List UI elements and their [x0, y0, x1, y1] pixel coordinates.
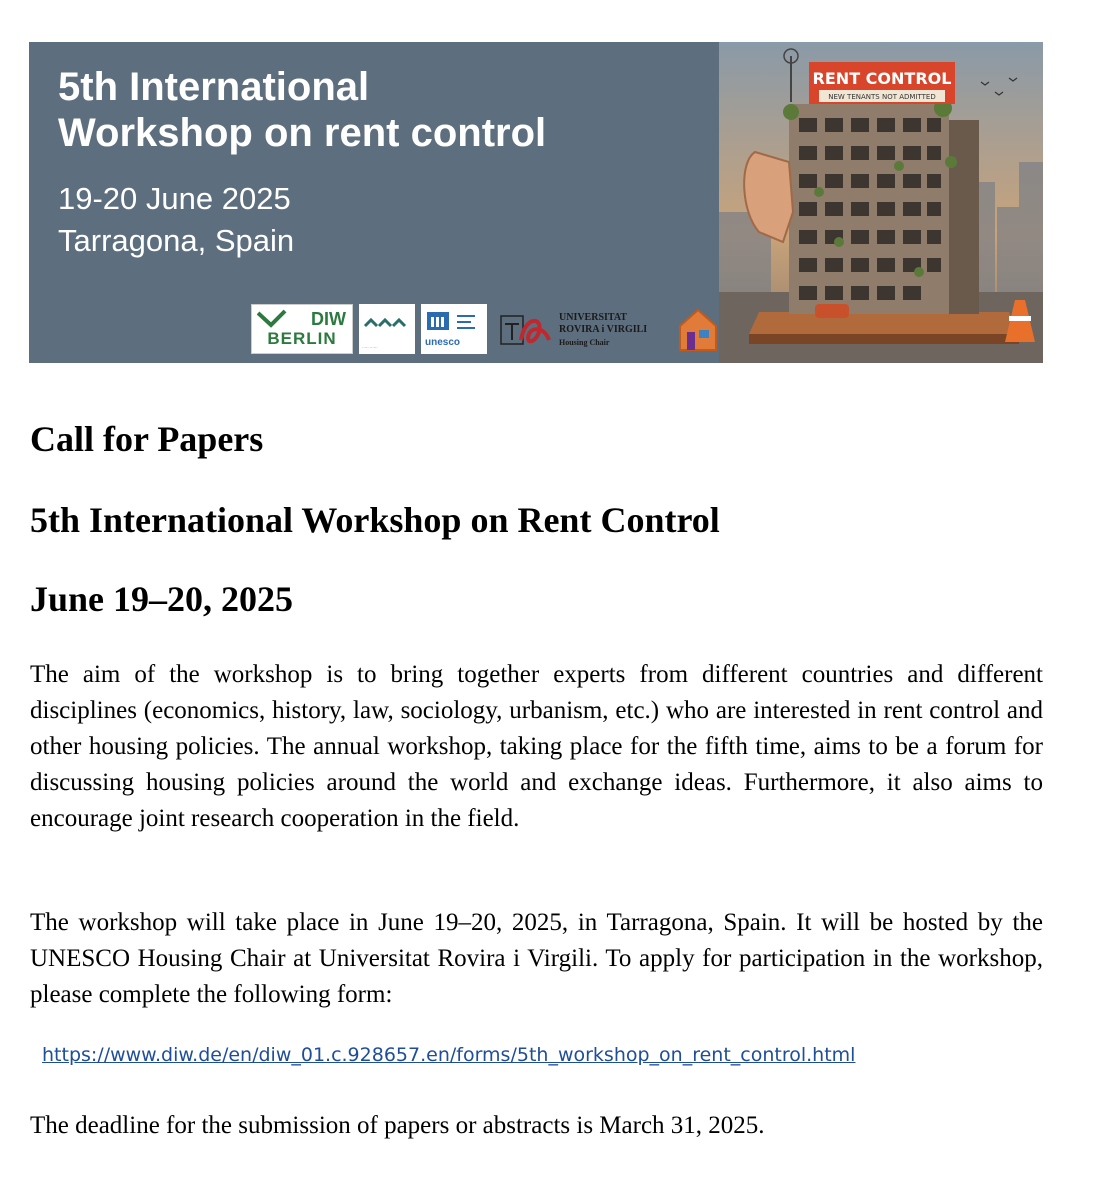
deadline-paragraph: The deadline for the submission of papers or abstracts is March 31, 2025. — [30, 1112, 765, 1139]
urv-name-line1: UNIVERSITAT — [559, 312, 627, 323]
call-for-papers-heading: Call for Papers — [30, 419, 264, 459]
workshop-aim-paragraph: The aim of the workshop is to bring together experts from different countries and different disciplines (economics, history, law, sociology, urbanism, etc.) who are interested in rent control and other housing policies. The annual workshop, taking place for the fifth time, aims to be a forum for discussing housing policies around the world and exchange ideas. Furthermore, it also aims to encourage joint research cooperation in the field. — [30, 661, 1043, 832]
wave-icon — [363, 316, 411, 330]
diw-swoosh-icon — [257, 309, 287, 329]
housing-chair-house-logo — [675, 304, 721, 354]
berlin-logo-text: BERLIN — [267, 329, 337, 348]
banner-date: 19-20 June 2025 — [58, 181, 291, 216]
banner-title-line1: 5th International — [58, 65, 370, 109]
banner-title-line2: Workshop on rent control — [58, 111, 547, 155]
association-caption: ····· ······ — [362, 345, 378, 350]
workshop-venue-paragraph: The workshop will take place in June 19–20, 2025, in Tarragona, Spain. It will be hosted by the UNESCO Housing Chair at Universitat Rovira i Virgili. To apply for participation in the workshop, please complete the following form: — [30, 909, 1043, 1008]
unesco-logo — [421, 304, 487, 354]
workshop-date-heading: June 19–20, 2025 — [30, 579, 294, 619]
urv-housing-chair-logo — [493, 304, 669, 354]
association-logo — [359, 304, 415, 354]
banner-event-info — [58, 178, 294, 262]
banner-location: Tarragona, Spain — [58, 223, 295, 258]
banner-title — [58, 64, 546, 156]
unesco-logo-text: unesco — [425, 337, 461, 348]
sign-subtext: NEW TENANTS NOT ADMITTED — [828, 93, 936, 101]
sign-text: RENT CONTROL — [812, 69, 952, 88]
header-banner — [29, 42, 1043, 363]
urv-emblem-icon — [499, 310, 551, 350]
diw-logo-text: DIW — [311, 309, 346, 329]
diw-berlin-logo — [251, 304, 353, 354]
unesco-temple-icon — [425, 310, 483, 332]
registration-form-link[interactable]: https://www.diw.de/en/diw_01.c.928657.en/forms/5th_workshop_on_rent_control.html — [42, 1044, 856, 1066]
housing-chair-label: Housing Chair — [559, 338, 610, 347]
urv-name-line2: ROVIRA i VIRGILI — [559, 324, 648, 335]
rent-control-building-illustration — [719, 42, 1043, 363]
workshop-title-heading: 5th International Workshop on Rent Control — [30, 500, 720, 540]
house-icon — [677, 306, 719, 352]
sponsor-logos — [251, 304, 721, 354]
